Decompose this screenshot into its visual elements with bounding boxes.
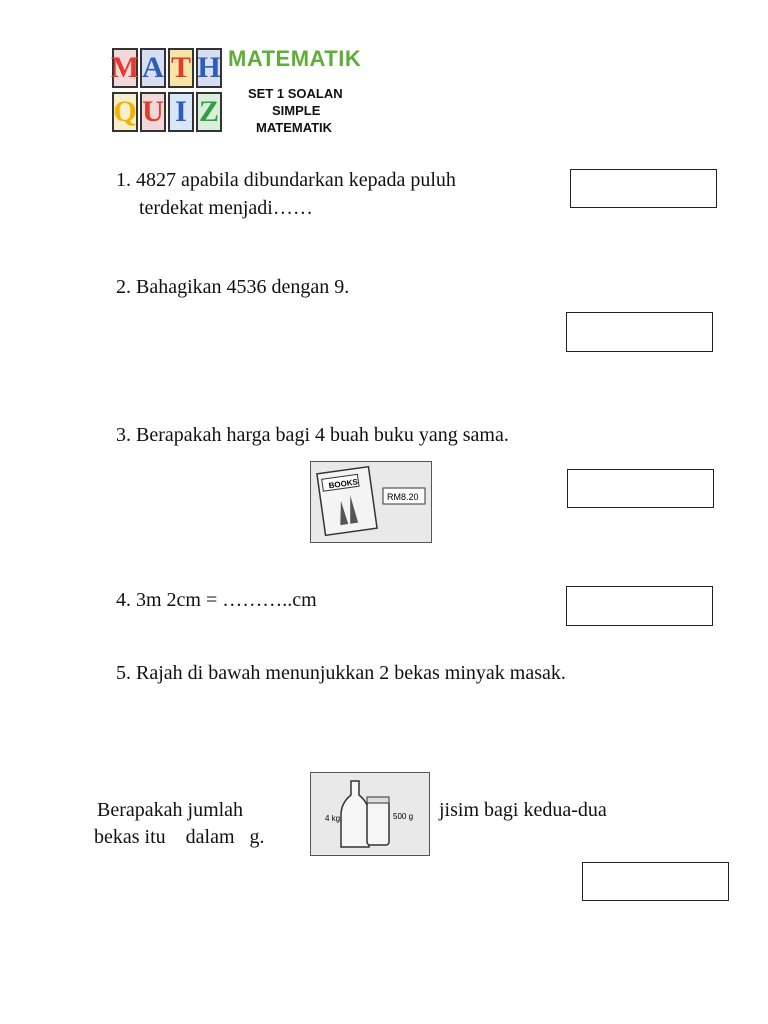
answer-box-3[interactable] bbox=[567, 469, 714, 508]
question-5: 5. Rajah di bawah menunjukkan 2 bekas minyak masak. bbox=[116, 662, 566, 684]
question-5-text-left-1: Berapakah jumlah bbox=[97, 799, 244, 821]
answer-box-1[interactable] bbox=[570, 169, 717, 208]
jar-weight-label: 500 g bbox=[393, 812, 414, 821]
book-illustration bbox=[311, 462, 431, 542]
logo-block-z: Z bbox=[196, 92, 222, 132]
question-2: 2. Bahagikan 4536 dengan 9. bbox=[116, 276, 350, 298]
header-subtitle-line-3: MATEMATIK bbox=[256, 120, 333, 135]
question-5-text-right: jisim bagi kedua-dua bbox=[439, 799, 607, 821]
question-5-text-left-2: bekas itu dalam g. bbox=[94, 826, 265, 848]
book-cover-text: BOOKS bbox=[328, 477, 359, 491]
header-subtitle-line-2: SIMPLE bbox=[272, 103, 321, 118]
book-price-image bbox=[310, 461, 432, 543]
question-1-line-2: terdekat menjadi…… bbox=[139, 197, 313, 219]
containers-image bbox=[310, 772, 430, 856]
header-subtitle-line-1: SET 1 SOALAN bbox=[248, 86, 343, 101]
book-price-tag: RM8.20 bbox=[387, 492, 419, 502]
answer-box-2[interactable] bbox=[566, 312, 713, 352]
question-3: 3. Berapakah harga bagi 4 buah buku yang sama. bbox=[116, 424, 509, 446]
question-4: 4. 3m 2cm = ………..cm bbox=[116, 589, 317, 611]
logo-block-u: U bbox=[140, 92, 166, 132]
logo-block-i: I bbox=[168, 92, 194, 132]
header-title: MATEMATIK bbox=[228, 46, 362, 71]
logo-block-m: M bbox=[112, 48, 138, 88]
logo-block-h: H bbox=[196, 48, 222, 88]
question-1-line-1: 1. 4827 apabila dibundarkan kepada puluh bbox=[116, 169, 456, 191]
containers-illustration bbox=[311, 773, 429, 855]
logo-block-a: A bbox=[140, 48, 166, 88]
logo-block-t: T bbox=[168, 48, 194, 88]
answer-box-4[interactable] bbox=[566, 586, 713, 626]
bottle-weight-label: 4 kg bbox=[325, 814, 341, 823]
logo-block-q: Q bbox=[112, 92, 138, 132]
answer-box-5[interactable] bbox=[582, 862, 729, 901]
